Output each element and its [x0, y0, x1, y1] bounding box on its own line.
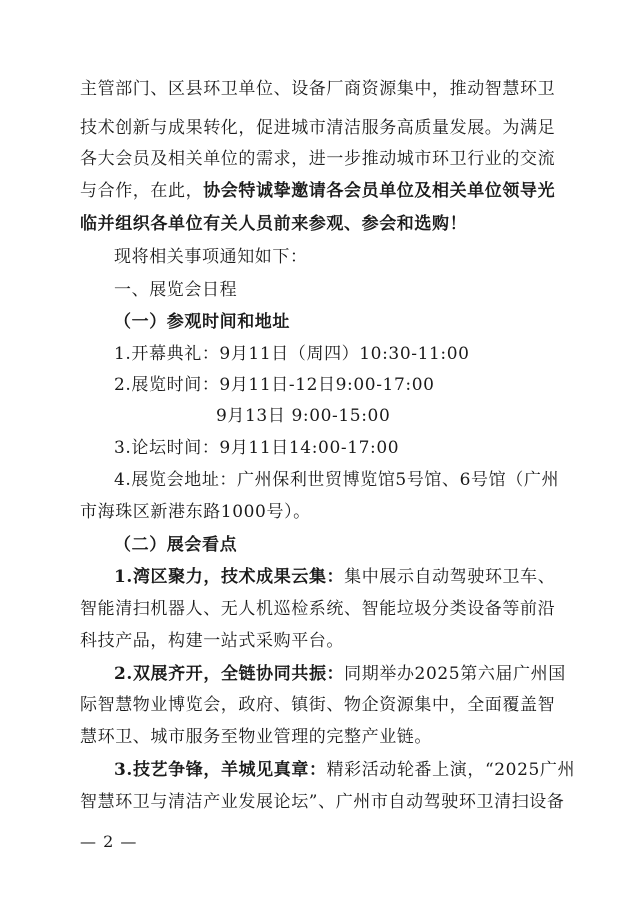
subsection-heading-time-place: （一）参观时间和地址: [114, 312, 290, 332]
forum-time-line: 3.论坛时间：9月11日14:00-17:00: [114, 438, 400, 458]
highlight-2-line: 2.双展齐开，全链协同共振：同期举办2025第六届广州国: [114, 664, 566, 684]
highlight-1-line-2: 智能清扫机器人、无人机巡检系统、智能垃圾分类设备等前沿: [80, 599, 556, 619]
highlight-1-line: 1.湾区聚力，技术成果云集：集中展示自动驾驶环卫车、: [114, 567, 556, 587]
body-line-5: 临并组织各单位有关人员前来参观、参会和选购！: [80, 214, 468, 234]
highlight-3-line-2: 智慧环卫与清洁产业发展论坛”、广州市自动驾驶环卫清扫设备: [80, 792, 565, 812]
venue-address-line: 4.展览会地址：广州保利世贸博览馆5号馆、6号馆（广州: [114, 470, 560, 490]
subsection-heading-highlights: （二）展会看点: [114, 535, 238, 555]
exhibition-time-line: 2.展览时间：9月11日-12日9:00-17:00: [114, 375, 435, 395]
body-line-2: 技术创新与成果转化，促进城市清洁服务高质量发展。为满足: [80, 118, 556, 138]
highlight-3-line: 3.技艺争锋，羊城见真章：精彩活动轮番上演，“2025广州: [114, 760, 576, 780]
opening-ceremony-line: 1.开幕典礼：9月11日（周四）10:30-11:00: [114, 344, 470, 364]
body-line-3: 各大会员及相关单位的需求，进一步推动城市环卫行业的交流: [80, 149, 556, 169]
section-heading-schedule: 一、展览会日程: [114, 280, 238, 300]
highlight-2-line-2: 际智慧物业博览会，政府、镇街、物企资源集中，全面覆盖智: [80, 695, 556, 715]
invitation-text: 协会特诚挚邀请各会员单位及相关单位领导光: [203, 181, 556, 201]
venue-address-line-2: 市海珠区新港东路1000号）。: [80, 502, 311, 522]
highlight-1-line-3: 科技产品，构建一站式采购平台。: [80, 631, 344, 651]
notice-intro: 现将相关事项通知如下：: [114, 247, 308, 267]
body-line-1: 主管部门、区县环卫单位、设备厂商资源集中，推动智慧环卫: [80, 79, 556, 99]
page-number: — 2 —: [80, 832, 138, 851]
exhibition-time-line-2: 9月13日 9:00-15:00: [216, 406, 391, 426]
highlight-2-line-3: 慧环卫、城市服务至物业管理的完整产业链。: [80, 727, 432, 747]
body-line-4: 与合作，在此，协会特诚挚邀请各会员单位及相关单位领导光: [80, 181, 556, 201]
